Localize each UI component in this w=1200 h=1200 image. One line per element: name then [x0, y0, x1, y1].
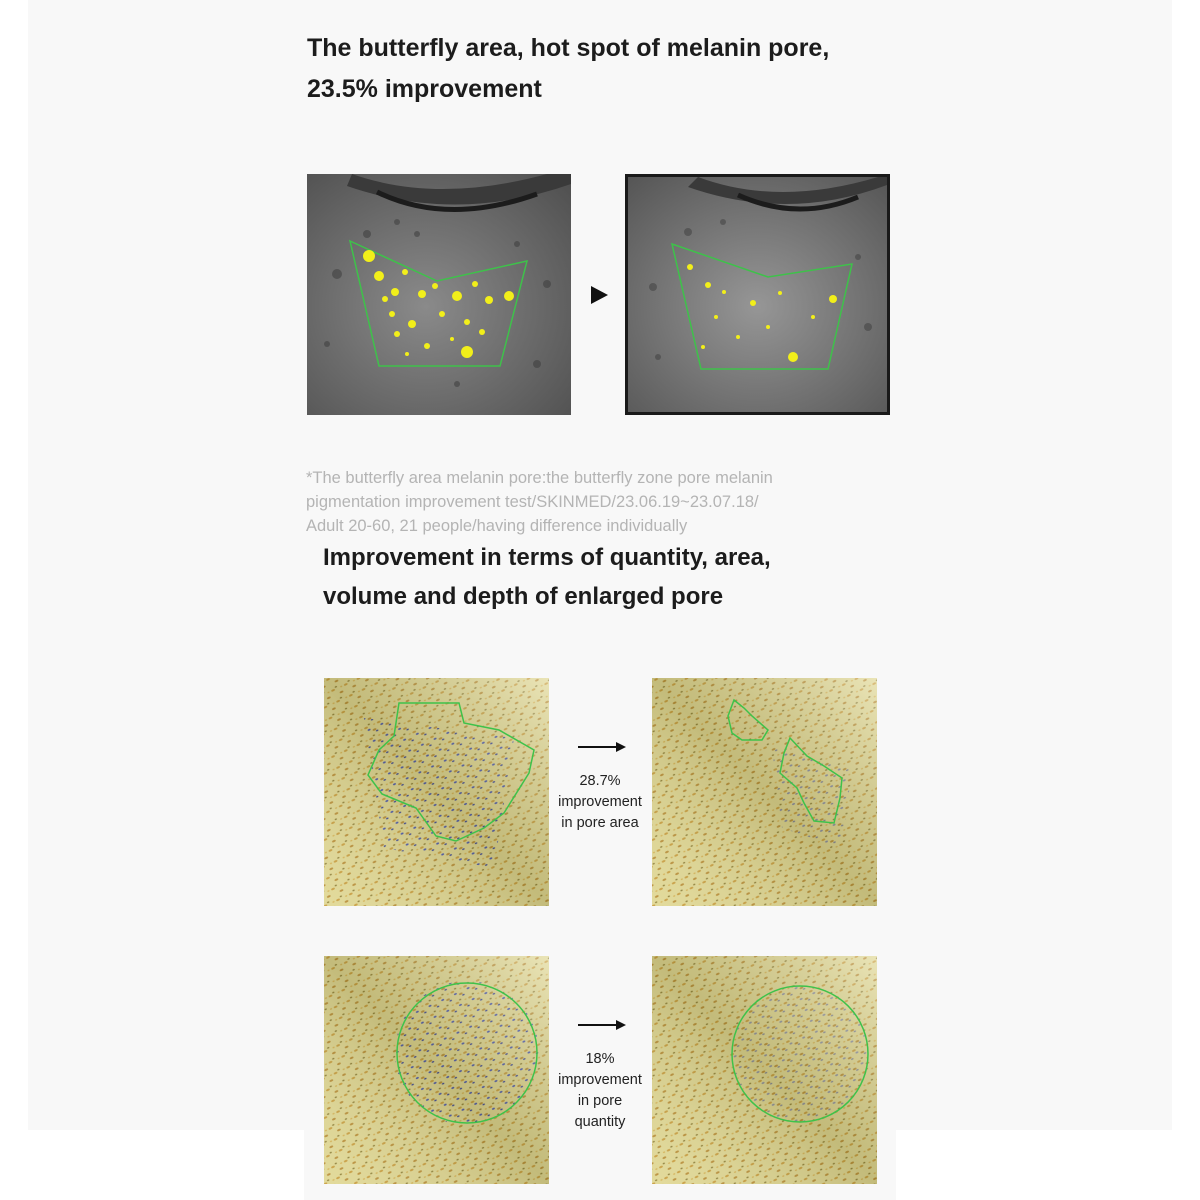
right-arrow-icon [578, 1018, 626, 1032]
pore-area-caption [545, 771, 655, 834]
pore-area-after-image [652, 678, 877, 906]
heading-line: volume and depth of enlarged pore [323, 583, 724, 610]
caption-line: 18% [585, 1051, 615, 1067]
butterfly-area-heading [307, 28, 829, 110]
caption-line: improvement [558, 794, 642, 810]
caption-line: quantity [574, 1114, 626, 1130]
pore-improvement-heading [323, 538, 771, 616]
caption-line: in pore area [561, 815, 639, 831]
right-arrow-icon [578, 740, 626, 754]
test-footnote [306, 466, 773, 538]
after-face-image [625, 174, 890, 415]
caption-line: improvement [558, 1072, 642, 1088]
play-arrow-icon [591, 286, 608, 304]
footnote-line: *The butterfly area melanin pore:the butterfly zone pore melanin [306, 468, 773, 487]
caption-line: in pore [577, 1093, 623, 1109]
caption-line: 28.7% [579, 773, 621, 789]
pore-quantity-before-image [324, 956, 549, 1184]
heading-line: The butterfly area, hot spot of melanin pore, [307, 34, 830, 62]
heading-line: 23.5% improvement [307, 75, 542, 103]
heading-line: Improvement in terms of quantity, area, [323, 544, 771, 571]
pore-quantity-after-image [652, 956, 877, 1184]
pore-area-before-image [324, 678, 549, 906]
footnote-line: Adult 20-60, 21 people/having difference individually [306, 516, 688, 535]
before-face-image [307, 174, 571, 415]
pore-quantity-caption [545, 1049, 655, 1133]
footnote-line: pigmentation improvement test/SKINMED/23.06.19~23.07.18/ [306, 492, 759, 511]
